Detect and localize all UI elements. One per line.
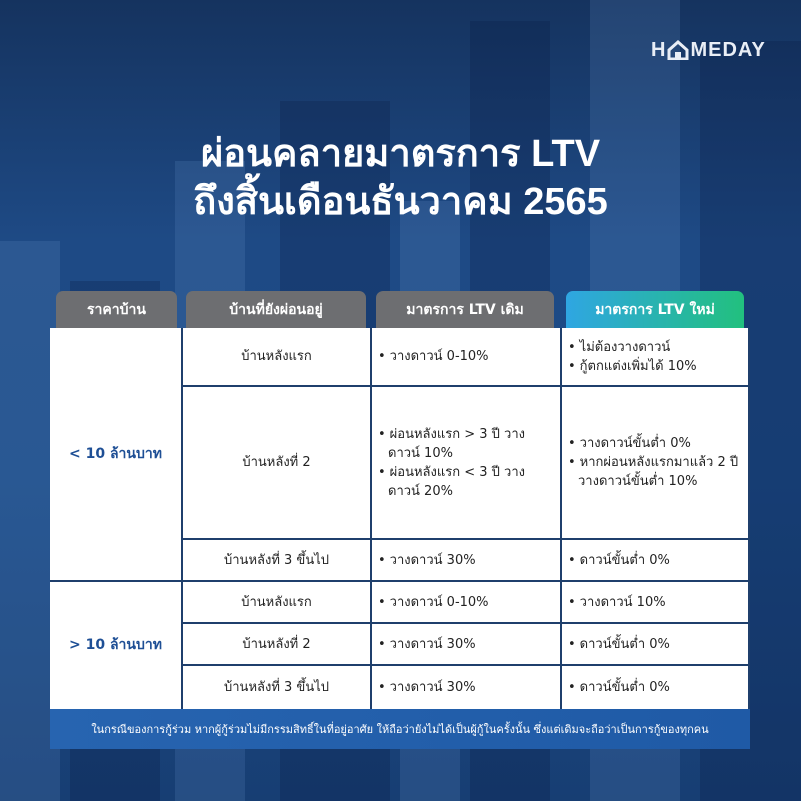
header-old-ltv: มาตรการ LTV เดิม <box>376 291 554 328</box>
house-row-1: บ้านหลังแรก <box>241 349 312 364</box>
old-ltv-row-3: • วางดาวน์ 30% <box>376 540 560 580</box>
new-ltv-row-4: • วางดาวน์ 10% <box>566 582 748 622</box>
house-row-2: บ้านหลังที่ 2 <box>242 455 311 470</box>
new-ltv-row-1: • ไม่ต้องวางดาวน์ • กู้ตกแต่งเพิ่มได้ 10% <box>566 328 748 385</box>
price-group-under-10m: < 10 ล้านบาท <box>69 445 162 462</box>
house-row-4: บ้านหลังแรก <box>241 594 312 610</box>
ltv-table <box>50 328 750 709</box>
old-ltv-row-6: • วางดาวน์ 30% <box>376 666 560 709</box>
header-house: บ้านที่ยังผ่อนอยู่ <box>186 291 366 328</box>
header-new-ltv: มาตรการ LTV ใหม่ <box>566 291 744 328</box>
old-ltv-row-5: • วางดาวน์ 30% <box>376 624 560 664</box>
house-row-5: บ้านหลังที่ 2 <box>242 636 311 652</box>
old-ltv-row-2: • ผ่อนหลังแรก > 3 ปี วางดาวน์ 10% • ผ่อนหลังแรก < 3 ปี วางดาวน์ 20% <box>376 387 556 538</box>
house-row-6: บ้านหลังที่ 3 ขึ้นไป <box>224 680 329 695</box>
new-ltv-row-5: • ดาวน์ขั้นต่ำ 0% <box>566 624 748 664</box>
price-group-over-10m: > 10 ล้านบาท <box>69 637 162 653</box>
house-row-3: บ้านหลังที่ 3 ขึ้นไป <box>224 552 329 568</box>
new-ltv-row-6: • ดาวน์ขั้นต่ำ 0% <box>566 666 748 709</box>
old-ltv-row-1: • วางดาวน์ 0-10% <box>376 328 560 385</box>
new-ltv-row-2: • วางดาวน์ขั้นต่ำ 0% • หากผ่อนหลังแรกมาแล้ว 2 ปี วางดาวน์ขั้นต่ำ 10% <box>566 387 746 538</box>
page-title: ผ่อนคลายมาตรการ LTV ถึงสิ้นเดือนธันวาคม 2565 <box>193 133 608 223</box>
footer-note: ในกรณีของการกู้ร่วม หากผู้กู้ร่วมไม่มีกรรมสิทธิ์ในที่อยู่อาศัย ให้ถือว่ายังไม่ได้เป็นผู้กู้ในครั้งนั้น ซึ่งแต่เดิมจะถือว่าเป็นการกู้ของทุกคน <box>50 709 750 749</box>
homeday-logo: H MEDAY <box>651 38 766 61</box>
header-price: ราคาบ้าน <box>56 291 177 328</box>
house-icon <box>667 40 689 60</box>
new-ltv-row-3: • ดาวน์ขั้นต่ำ 0% <box>566 540 748 580</box>
old-ltv-row-4: • วางดาวน์ 0-10% <box>376 582 560 622</box>
